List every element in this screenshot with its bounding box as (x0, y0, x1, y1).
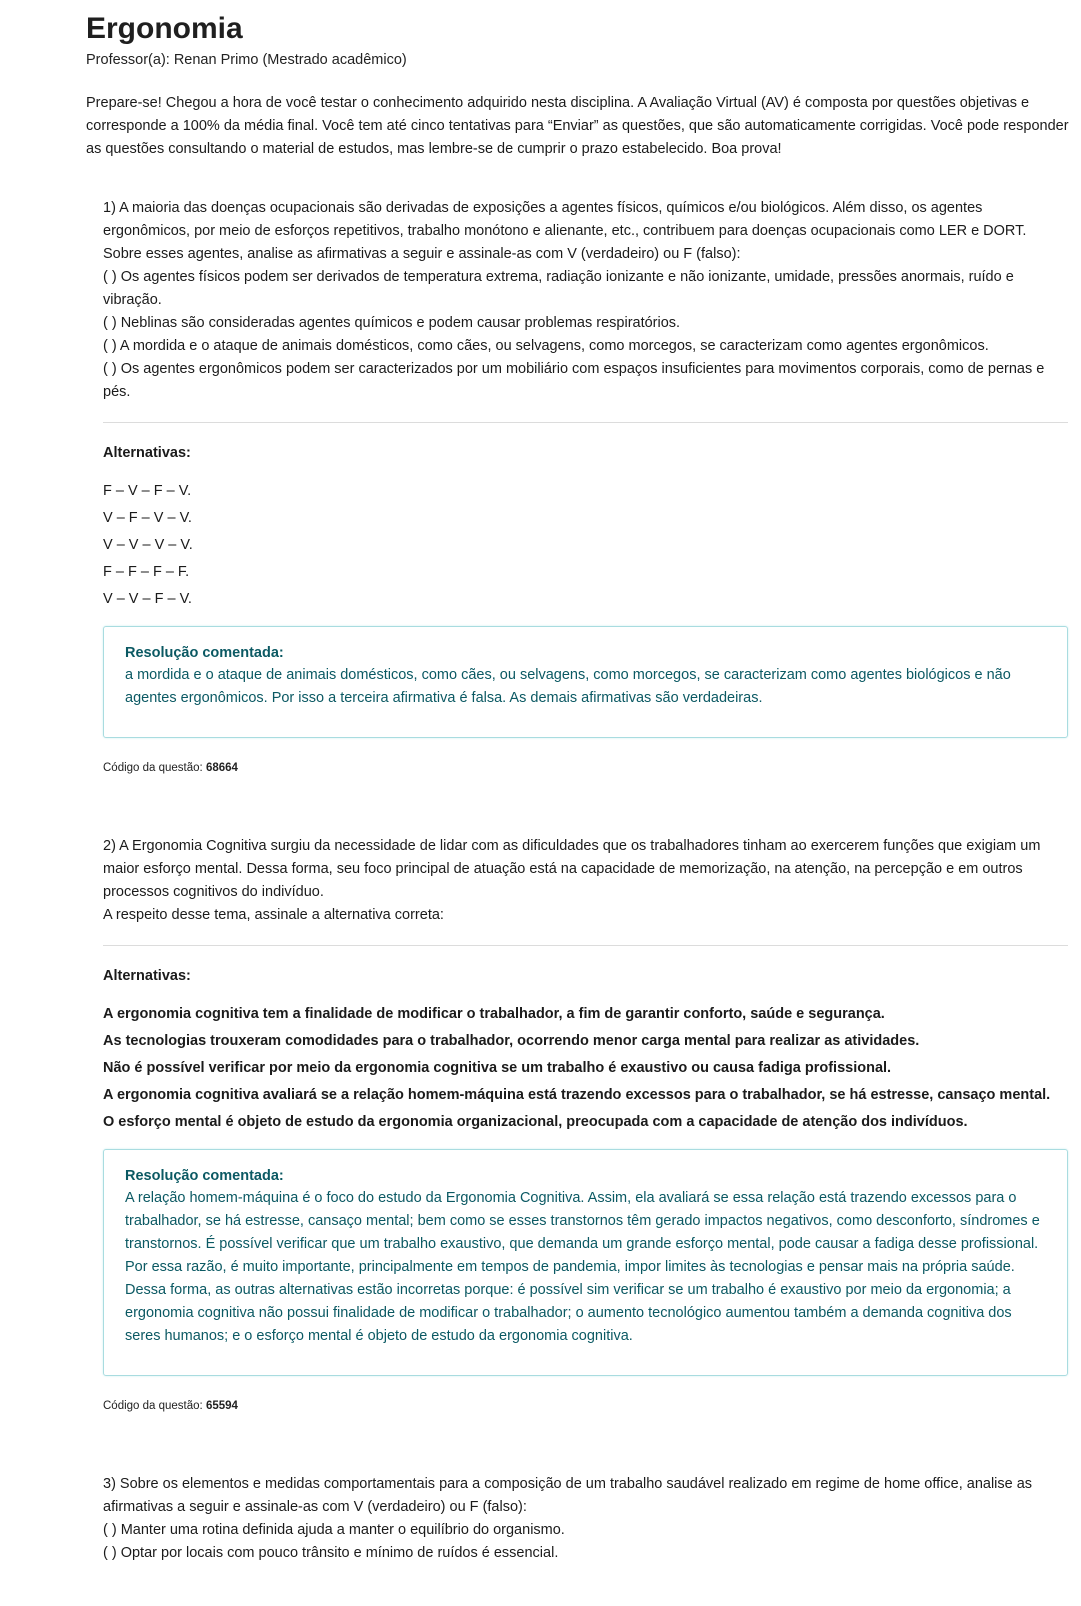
resolution-text (125, 664, 1046, 710)
resolution-box (103, 1149, 1068, 1376)
question-code (103, 760, 1068, 776)
alternatives-heading: Alternativas: (103, 445, 191, 461)
resolution-box (103, 626, 1068, 738)
alternative-option[interactable]: V – V – F – V. (103, 591, 192, 607)
alternative-option[interactable]: Não é possível verificar por meio da ergonomia cognitiva se um trabalho é exaustivo ou causa fadiga profissional. (103, 1060, 892, 1076)
alternative-option[interactable]: V – V – V – V. (103, 537, 193, 553)
question-statement: ( ) Optar por locais com pouco trânsito e mínimo de ruídos é essencial. (103, 1545, 559, 1561)
question-statement: A respeito desse tema, assinale a alternativa correta: (103, 907, 444, 923)
question-statement: ( ) Manter uma rotina definida ajuda a manter o equilíbrio do organismo. (103, 1522, 565, 1538)
question-statement: 3) Sobre os elementos e medidas comportamentais para a composição de um trabalho saudável realizado em regime de home office, analise as afirmativas a seguir e assinale-as com V (verdadeiro) ou F (falso): (103, 1476, 1033, 1515)
question-statement: ( ) Os agentes ergonômicos podem ser caracterizados por um mobiliário com espaços insuficientes para movimentos corporais, como de pernas e pés. (103, 361, 1045, 400)
question-code-label: Código da questão: (103, 762, 203, 774)
question-statement: ( ) Neblinas são consideradas agentes químicos e podem causar problemas respiratórios. (103, 315, 681, 331)
divider (103, 422, 1068, 423)
question-statement: 2) A Ergonomia Cognitiva surgiu da necessidade de lidar com as dificuldades que os trabalhadores tinham ao exercerem funções que exigiam um maior esforço mental. Dessa forma, seu foco principal de atuação está na capacidade de memorização, na atenção, na percepção e em outros processos cognitivos do indivíduo. (103, 838, 1041, 900)
resolution-title: Resolução comentada: (125, 645, 284, 661)
alternative-option[interactable]: As tecnologias trouxeram comodidades para o trabalhador, ocorrendo menor carga mental para realizar as atividades. (103, 1033, 920, 1049)
resolution-paragraph: a mordida e o ataque de animais domésticos, como cães, ou selvagens, como morcegos, se caracterizam como agentes biológicos e não agentes ergonômicos. Por isso a terceira afirmativa é falsa. As demais afirmativas são verdadeiras. (125, 667, 1011, 706)
alternatives-heading: Alternativas: (103, 968, 191, 984)
intro-text: Prepare-se! Chegou a hora de você testar o conhecimento adquirido nesta disciplina. A Avaliação Virtual (AV) é composta por questões objetivas e corresponde a 100% da média final. Você tem até cinco tentativas para “Enviar” as questões, que são automaticamente corrigidas. Você pode responder as questões consultando o material de estudos, mas lembre-se de cumprir o prazo estabelecido. Boa prova! (86, 95, 1069, 157)
alternative-option[interactable]: F – V – F – V. (103, 483, 192, 499)
alternative-option[interactable]: V – F – V – V. (103, 510, 192, 526)
resolution-title: Resolução comentada: (125, 1168, 284, 1184)
question-code-value: 65594 (205, 1400, 238, 1412)
question-statement: ( ) Os agentes físicos podem ser derivados de temperatura extrema, radiação ionizante e não ionizante, umidade, pressões anormais, ruído e vibração. (103, 269, 1014, 308)
question-code (103, 1398, 1068, 1414)
divider (103, 945, 1068, 946)
course-title: Ergonomia (86, 12, 243, 45)
alternative-option[interactable]: A ergonomia cognitiva avaliará se a relação homem-máquina está trazendo excessos para o trabalhador, se há estresse, cansaço mental. (103, 1087, 1051, 1103)
alternatives-list (103, 478, 1068, 613)
question-2 (103, 835, 1068, 1414)
professor-name: Professor(a): Renan Primo (Mestrado acadêmico) (86, 52, 407, 68)
resolution-paragraph: A relação homem-máquina é o foco do estudo da Ergonomia Cognitiva. Assim, ela avaliará se essa relação está trazendo excessos para o trabalhador, se há estresse, cansaço mental; bem como se esses transtornos têm gerado impactos negativos, como desconforto, síndromes e transtornos. É possível verificar que um trabalho exaustivo, que demanda um grande esforço mental, pode causar a fadiga desse profissional. Por essa razão, é muito importante, principalmente em tempos de pandemia, impor limites às tecnologias e pensar mais na própria saúde. (125, 1190, 1040, 1275)
question-statement: ( ) A mordida e o ataque de animais domésticos, como cães, ou selvagens, como morcegos, se caracterizam como agentes ergonômicos. (103, 338, 989, 354)
question-3-text (103, 1473, 1068, 1565)
resolution-paragraph: Dessa forma, as outras alternativas estão incorretas porque: é possível sim verificar se um trabalho é exaustivo por meio da ergonomia; a ergonomia cognitiva não possui finalidade de modificar o trabalhador; o aumento tecnológico aumentou também a demanda cognitiva dos seres humanos; e o esforço mental é objeto de estudo da ergonomia cognitiva. (125, 1282, 1012, 1344)
question-code-value: 68664 (205, 762, 238, 774)
question-statement: 1) A maioria das doenças ocupacionais são derivadas de exposições a agentes físicos, químicos e/ou biológicos. Além disso, os agentes ergonômicos, por meio de esforços repetitivos, trabalho monótono e alienante, etc., contribuem para doenças ocupacionais como LER e DORT. Sobre esses agentes, analise as afirmativas a seguir e assinale-as com V (verdadeiro) ou F (falso): (103, 200, 1027, 262)
question-3 (103, 1473, 1068, 1565)
question-code-label: Código da questão: (103, 1400, 203, 1412)
alternative-option[interactable]: A ergonomia cognitiva tem a finalidade de modificar o trabalhador, a fim de garantir conforto, saúde e segurança. (103, 1006, 885, 1022)
question-1-text (103, 197, 1068, 404)
alternatives-list (103, 1001, 1068, 1136)
alternative-option[interactable]: F – F – F – F. (103, 564, 190, 580)
question-1 (103, 197, 1068, 776)
question-2-text (103, 835, 1068, 927)
resolution-text (125, 1187, 1046, 1348)
alternative-option[interactable]: O esforço mental é objeto de estudo da ergonomia organizacional, preocupada com a capacidade de atenção dos indivíduos. (103, 1114, 968, 1130)
